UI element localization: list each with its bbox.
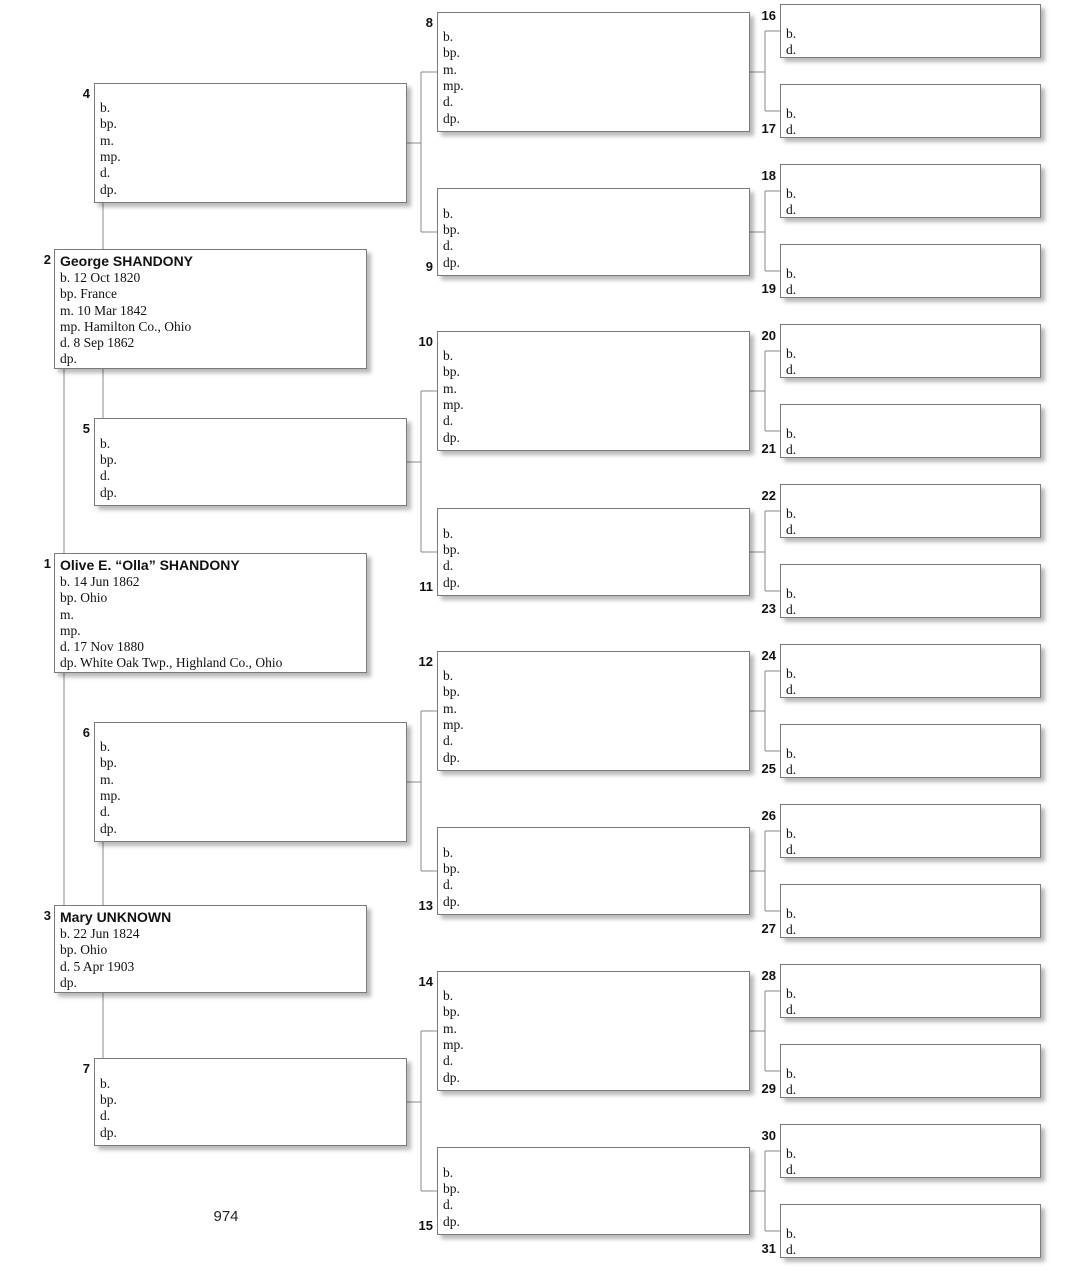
person-detail-line: d. 5 Apr 1903 <box>60 958 135 974</box>
person-number-26: 26 <box>761 808 776 823</box>
person-detail-line: dp. <box>443 893 460 909</box>
person-detail-line: d. <box>786 842 797 858</box>
person-detail-line: mp. <box>443 78 464 94</box>
person-detail-line: d. <box>786 1002 797 1018</box>
person-detail-line: bp. <box>443 684 460 700</box>
person-number-5: 5 <box>82 421 90 436</box>
person-detail-line: bp. Ohio <box>60 942 108 958</box>
person-box-17 <box>780 84 1041 138</box>
person-detail-line: dp. <box>60 974 77 990</box>
person-detail-line: mp. <box>100 788 121 804</box>
person-number-15: 15 <box>418 1218 433 1233</box>
person-box-29 <box>780 1044 1041 1098</box>
person-detail-line: b. <box>786 266 797 281</box>
person-detail-line: d. <box>786 122 797 138</box>
person-detail-line: m. <box>443 700 457 716</box>
person-box-21 <box>780 404 1041 458</box>
person-detail-line: b. <box>786 1226 797 1241</box>
person-detail-line: m. <box>443 380 457 396</box>
person-detail-line: bp. <box>100 755 117 771</box>
person-detail-line: b. <box>786 746 797 761</box>
person-detail-line: b. <box>100 100 111 116</box>
person-detail-line: bp. France <box>60 286 117 302</box>
person-box-10 <box>437 331 750 451</box>
person-detail-line: d. <box>786 602 797 618</box>
person-number-21: 21 <box>761 441 776 456</box>
person-detail-line: d. <box>100 804 111 820</box>
person-box-8 <box>437 12 750 132</box>
person-detail-line: mp. <box>60 622 81 638</box>
person-detail-line: b. <box>786 506 797 521</box>
person-detail-line: d. <box>786 682 797 698</box>
person-detail-line: b. <box>786 986 797 1001</box>
person-detail-line: dp. <box>100 820 117 836</box>
person-box-20 <box>780 324 1041 378</box>
person-detail-line: d. <box>786 1082 797 1098</box>
person-detail-line: b. <box>786 1066 797 1081</box>
person-detail-line: d. <box>786 42 797 58</box>
person-number-9: 9 <box>425 259 433 274</box>
person-detail-line: dp. <box>443 574 460 590</box>
person-detail-line: m. <box>60 606 74 622</box>
person-number-25: 25 <box>761 761 776 776</box>
person-number-12: 12 <box>418 654 433 669</box>
person-number-20: 20 <box>761 328 776 343</box>
person-detail-line: dp. <box>443 1213 460 1229</box>
person-box-7 <box>94 1058 407 1146</box>
person-detail-line: bp. <box>443 364 460 380</box>
person-detail-line: b. <box>443 525 454 541</box>
person-box-25 <box>780 724 1041 778</box>
person-detail-line: d. <box>443 238 454 254</box>
person-detail-line: b. <box>786 106 797 121</box>
person-detail-line: b. <box>786 186 797 201</box>
person-number-7: 7 <box>82 1061 90 1076</box>
person-box-30 <box>780 1124 1041 1178</box>
person-detail-line: m. <box>100 771 114 787</box>
person-detail-line: b. 12 Oct 1820 <box>60 270 141 285</box>
person-detail-line: b. <box>786 906 797 921</box>
person-detail-line: d. <box>786 1162 797 1178</box>
person-box-22 <box>780 484 1041 538</box>
person-box-2 <box>54 249 367 369</box>
person-detail-line: d. 17 Nov 1880 <box>60 639 144 655</box>
person-detail-line: d. <box>100 165 111 181</box>
person-detail-line: d. <box>443 1197 454 1213</box>
person-name: Mary UNKNOWN <box>60 909 172 925</box>
person-detail-line: mp. <box>443 717 464 733</box>
person-number-22: 22 <box>761 488 776 503</box>
person-detail-line: dp. <box>443 749 460 765</box>
person-detail-line: b. <box>443 205 454 221</box>
person-detail-line: dp. White Oak Twp., Highland Co., Ohio <box>60 655 283 671</box>
person-box-12 <box>437 651 750 771</box>
person-detail-line: b. <box>786 826 797 841</box>
person-box-9 <box>437 188 750 276</box>
person-box-11 <box>437 508 750 596</box>
person-number-6: 6 <box>82 725 90 740</box>
person-number-18: 18 <box>761 168 776 183</box>
person-box-14 <box>437 971 750 1091</box>
person-number-3: 3 <box>43 908 51 923</box>
person-number-29: 29 <box>761 1081 776 1096</box>
person-box-23 <box>780 564 1041 618</box>
person-detail-line: d. <box>786 202 797 218</box>
person-number-14: 14 <box>418 974 433 989</box>
page-number: 974 <box>213 1208 239 1225</box>
person-box-27 <box>780 884 1041 938</box>
person-box-13 <box>437 827 750 915</box>
person-detail-line: bp. <box>443 1181 460 1197</box>
person-detail-line: d. <box>443 733 454 749</box>
person-box-6 <box>94 722 407 842</box>
person-box-1 <box>54 553 367 673</box>
person-number-19: 19 <box>761 281 776 296</box>
person-detail-line: d. <box>786 522 797 538</box>
person-detail-line: d. <box>786 282 797 298</box>
person-detail-line: b. <box>443 348 454 364</box>
person-detail-line: b. <box>786 426 797 441</box>
person-detail-line: d. <box>443 558 454 574</box>
person-number-28: 28 <box>761 968 776 983</box>
person-detail-line: bp. <box>443 1004 460 1020</box>
person-detail-line: b. 14 Jun 1862 <box>60 574 140 589</box>
person-box-3 <box>54 905 367 993</box>
person-detail-line: bp. <box>100 1092 117 1108</box>
person-detail-line: b. <box>786 1146 797 1161</box>
person-name: George SHANDONY <box>60 253 194 269</box>
person-number-2: 2 <box>43 252 51 267</box>
person-detail-line: dp. <box>443 110 460 126</box>
person-detail-line: m. 10 Mar 1842 <box>60 302 147 318</box>
person-number-23: 23 <box>761 601 776 616</box>
person-detail-line: b. <box>443 988 454 1004</box>
person-box-16 <box>780 4 1041 58</box>
person-name: Olive E. “Olla” SHANDONY <box>60 557 240 573</box>
person-detail-line: b. <box>443 844 454 860</box>
person-detail-line: d. 8 Sep 1862 <box>60 335 135 351</box>
person-detail-line: mp. Hamilton Co., Ohio <box>60 318 192 334</box>
person-detail-line: m. <box>443 1020 457 1036</box>
person-detail-line: d. <box>786 762 797 778</box>
person-box-18 <box>780 164 1041 218</box>
person-detail-line: b. <box>443 29 454 45</box>
person-box-28 <box>780 964 1041 1018</box>
person-box-24 <box>780 644 1041 698</box>
person-detail-line: bp. <box>443 861 460 877</box>
person-detail-line: b. 22 Jun 1824 <box>60 926 140 941</box>
person-detail-line: b. <box>100 739 111 755</box>
person-detail-line: d. <box>443 877 454 893</box>
person-number-8: 8 <box>425 15 433 30</box>
person-detail-line: bp. <box>443 222 460 238</box>
person-detail-line: b. <box>786 586 797 601</box>
person-detail-line: bp. <box>443 542 460 558</box>
person-detail-line: b. <box>786 346 797 361</box>
person-number-4: 4 <box>82 86 90 101</box>
person-detail-line: d. <box>443 413 454 429</box>
person-detail-line: d. <box>786 442 797 458</box>
person-detail-line: b. <box>443 1164 454 1180</box>
person-detail-line: dp. <box>100 484 117 500</box>
person-detail-line: bp. <box>443 45 460 61</box>
person-box-4 <box>94 83 407 203</box>
person-detail-line: d. <box>443 1053 454 1069</box>
person-detail-line: b. <box>100 1075 111 1091</box>
person-box-15 <box>437 1147 750 1235</box>
person-detail-line: dp. <box>443 254 460 270</box>
person-number-30: 30 <box>761 1128 776 1143</box>
person-box-19 <box>780 244 1041 298</box>
person-detail-line: mp. <box>443 1037 464 1053</box>
person-detail-line: bp. <box>100 116 117 132</box>
person-detail-line: m. <box>443 61 457 77</box>
person-detail-line: b. <box>786 26 797 41</box>
person-detail-line: d. <box>786 362 797 378</box>
person-detail-line: d. <box>443 94 454 110</box>
person-detail-line: bp. Ohio <box>60 590 108 606</box>
person-number-1: 1 <box>43 556 51 571</box>
person-detail-line: d. <box>100 1108 111 1124</box>
person-number-31: 31 <box>761 1241 776 1256</box>
person-detail-line: dp. <box>443 1069 460 1085</box>
person-detail-line: b. <box>100 435 111 451</box>
person-detail-line: bp. <box>100 452 117 468</box>
person-detail-line: m. <box>100 132 114 148</box>
person-box-26 <box>780 804 1041 858</box>
person-detail-line: mp. <box>100 149 121 165</box>
person-box-5 <box>94 418 407 506</box>
person-number-27: 27 <box>761 921 776 936</box>
person-number-11: 11 <box>419 579 433 594</box>
person-detail-line: b. <box>786 666 797 681</box>
person-detail-line: dp. <box>100 181 117 197</box>
person-detail-line: dp. <box>443 429 460 445</box>
person-detail-line: d. <box>786 922 797 938</box>
person-detail-line: d. <box>100 468 111 484</box>
person-detail-line: mp. <box>443 397 464 413</box>
person-number-17: 17 <box>761 121 776 136</box>
person-box-31 <box>780 1204 1041 1258</box>
person-number-24: 24 <box>761 648 776 663</box>
person-detail-line: b. <box>443 668 454 684</box>
person-number-10: 10 <box>418 334 433 349</box>
person-number-13: 13 <box>418 898 433 913</box>
person-number-16: 16 <box>761 8 776 23</box>
person-detail-line: dp. <box>60 351 77 367</box>
person-detail-line: d. <box>786 1242 797 1258</box>
person-detail-line: dp. <box>100 1124 117 1140</box>
